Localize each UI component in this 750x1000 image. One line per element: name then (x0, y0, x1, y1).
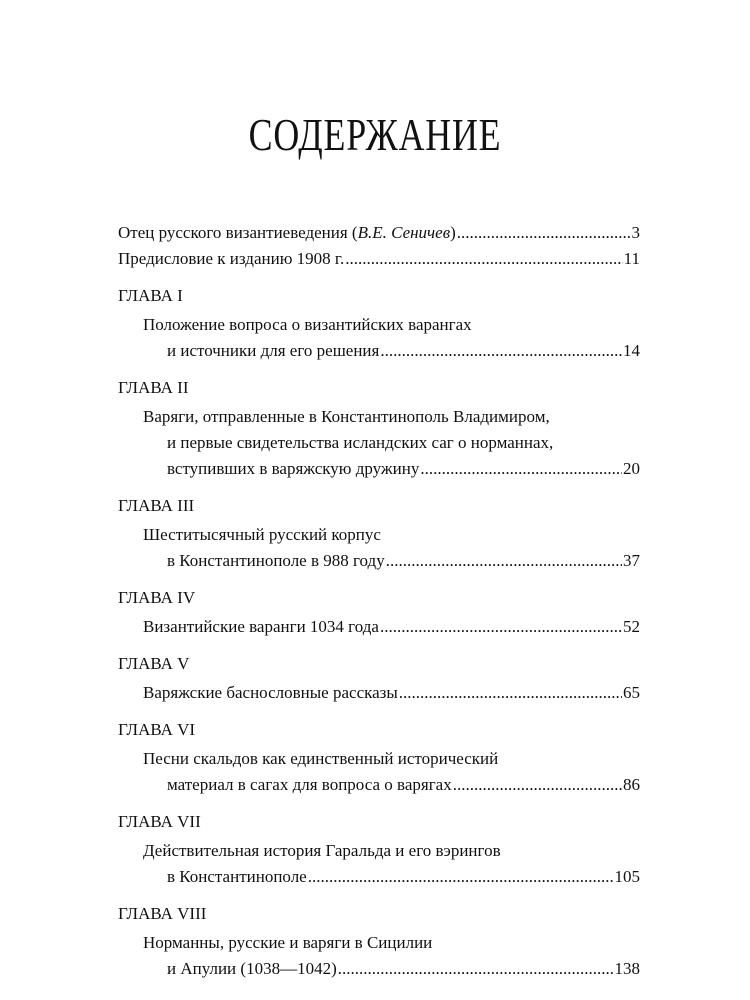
chapter-entry[interactable] (118, 522, 640, 574)
toc-page-number: 65 (623, 683, 640, 702)
toc-entry-text: Варяжские баснословные рассказы (143, 683, 398, 702)
toc-entry-text: в Константинополе в 988 году (167, 551, 385, 570)
toc-entry-text: и источники для его решения (167, 341, 380, 360)
table-of-contents (118, 220, 640, 982)
toc-entry-foreword[interactable] (118, 220, 640, 246)
chapter-heading: ГЛАВА IV (118, 588, 196, 607)
page-title: СОДЕРЖАНИЕ (248, 109, 502, 160)
dot-leader (380, 338, 622, 364)
chapter-entry[interactable] (118, 680, 640, 706)
chapter-entry[interactable] (118, 404, 640, 482)
chapter-title-last-line (143, 614, 640, 640)
dot-leader (399, 680, 622, 706)
chapter-heading: ГЛАВА VII (118, 812, 201, 831)
chapter-list (118, 283, 640, 982)
toc-page-number: 3 (631, 223, 640, 242)
chapter-heading: ГЛАВА V (118, 654, 190, 673)
chapter-heading: ГЛАВА III (118, 496, 195, 515)
toc-entry-text: материал в сагах для вопроса о варягах (167, 775, 452, 794)
toc-page-number: 86 (623, 775, 640, 794)
chapter-heading: ГЛАВА VI (118, 720, 196, 739)
chapter-entry[interactable] (118, 838, 640, 890)
chapter-title-line: и первые свидетельства исландских саг о норманнах, (167, 433, 554, 452)
chapter-title-last-line (143, 772, 640, 798)
chapter-entry[interactable] (118, 746, 640, 798)
dot-leader (380, 614, 622, 640)
chapter-title-line: Песни скальдов как единственный исторический (143, 749, 499, 768)
toc-page-number: 14 (623, 341, 640, 360)
chapter-entry[interactable] (118, 312, 640, 364)
toc-entry-text: в Константинополе (167, 867, 307, 886)
dot-leader (338, 956, 614, 982)
toc-entry-text: вступивших в варяжскую дружину (167, 459, 420, 478)
toc-entry-text: и Апулии (1038—1042) (167, 959, 337, 978)
toc-entry-text: Предисловие к изданию 1908 г. (118, 249, 345, 268)
chapter-entry[interactable] (118, 614, 640, 640)
chapter-heading: ГЛАВА II (118, 378, 189, 397)
chapter-entry[interactable] (118, 930, 640, 982)
toc-page-number: 37 (623, 551, 640, 570)
chapter-title-last-line (143, 956, 640, 982)
toc-entry-preface[interactable] (118, 246, 640, 272)
dot-leader (345, 246, 622, 272)
chapter-title-line: Норманны, русские и варяги в Сицилии (143, 933, 433, 952)
chapter-title-last-line (143, 548, 640, 574)
toc-page-number: 138 (614, 959, 640, 978)
dot-leader (386, 548, 622, 574)
toc-page-number: 20 (623, 459, 640, 478)
toc-entry-text: Отец русского византиеведения (В.Е. Сеничев) (118, 223, 456, 242)
toc-page-number: 11 (623, 249, 640, 268)
toc-entry-author: В.Е. Сеничев (357, 223, 451, 242)
dot-leader (457, 220, 631, 246)
toc-page-number: 52 (623, 617, 640, 636)
toc-entry-text: Византийские варанги 1034 года (143, 617, 379, 636)
chapter-title-line: Действительная история Гаральда и его вэрингов (143, 841, 501, 860)
chapter-heading: ГЛАВА VIII (118, 904, 207, 923)
chapter-title-last-line (143, 680, 640, 706)
chapter-title-last-line (143, 864, 640, 890)
dot-leader (453, 772, 622, 798)
chapter-title-line: Положение вопроса о византийских варангах (143, 315, 472, 334)
chapter-title-last-line (143, 338, 640, 364)
chapter-title-last-line (143, 456, 640, 482)
chapter-title-line: Варяги, отправленные в Константинополь Владимиром, (143, 407, 550, 426)
dot-leader (420, 456, 622, 482)
chapter-heading: ГЛАВА I (118, 286, 183, 305)
dot-leader (308, 864, 614, 890)
toc-page-number: 105 (614, 867, 640, 886)
chapter-title-line: Шеститысячный русский корпус (143, 525, 381, 544)
